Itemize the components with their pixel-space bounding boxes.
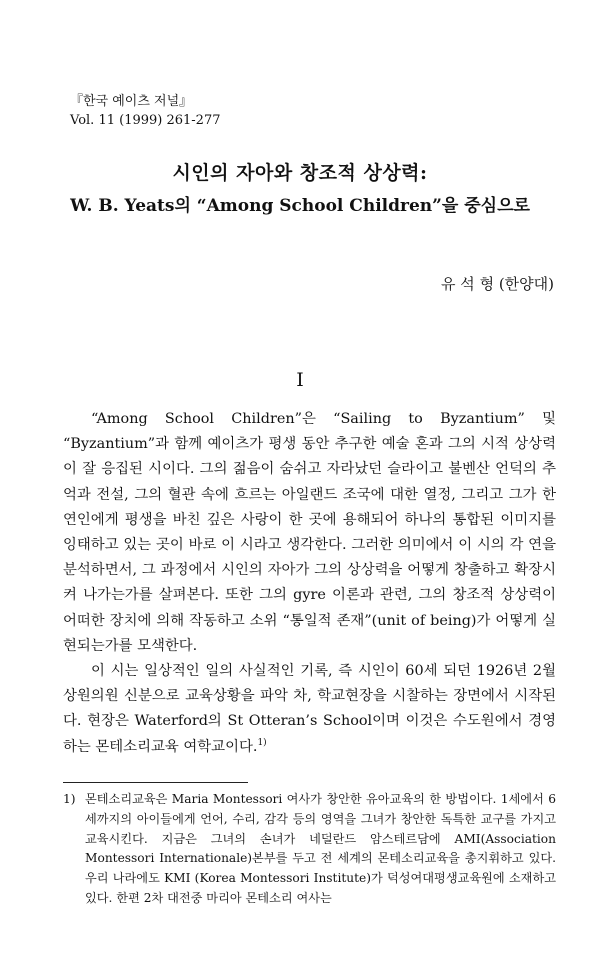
footnote-number: 1)	[63, 792, 76, 806]
paragraph-text: “Among School Children”은 “Sailing to Byzantium” 및 “Byzantium”과 함께 예이츠가 평생 동안 추구한 예술 혼과 그의 시적 상상력이 잘 응집된 시이다. 그의 젊음이 숨쉬고 자라났던 슬라이고 불벤산 언덕의 추억과 전설, 그의 혈관 속에 흐르는 아일랜드 조국에 대한 열정, 그리고 그가 한 연인에게 평생을 바친 깊은 사랑이 한 곳에 용해되어 하나의 통합된 이미지를 잉태하고 있는 곳이 바로 이 시라고 생각한다. 그러한 의미에서 이 시의 각 연을 분석하면서, 그 과정에서 시인의 자아가 그의 상상력을 어떻게 창출하고 확장시켜 나가는가를 살펴본다. 또한 그의 gyre 이론과 관련, 그의 창조적 상상력이 어떠한 장치에 의해 작동하고 소위 “통일적 존재”(unit of being)가 어떻게 실현되는가를 모색한다.	[63, 411, 556, 654]
footnote	[63, 790, 556, 909]
journal-volume: Vol. 11 (1999) 261-277	[70, 113, 221, 128]
paper-title: 시인의 자아와 창조적 상상력:	[172, 162, 428, 184]
paragraph	[63, 407, 556, 659]
footnote-divider	[63, 782, 248, 783]
body-text	[63, 407, 556, 760]
footnote-text: 몬테소리교육은 Maria Montessori 여사가 창안한 유아교육의 한 방법이다. 1세에서 6세까지의 아이들에게 언어, 수리, 감각 등의 영역을 그녀가 창안한 독특한 교구를 가지고 교육시킨다. 지금은 그녀의 손녀가 네덜란드 암스테르담에 AMI(Association Montessori Internationale)본부를 두고 전 세계의 몬테소리교육을 총지휘하고 있다. 우리 나라에도 KMI (Korea Montessori Institute)가 덕성여대평생교육원에 소재하고 있다. 한편 2차 대전중 마리아 몬테소리 여사는	[85, 792, 556, 905]
paragraph	[63, 659, 556, 760]
journal-header	[70, 92, 221, 130]
footnote-marker[interactable]: 1)	[257, 737, 267, 748]
author-line: 유 석 형 (한양대)	[441, 275, 554, 293]
paragraph-text: 이 시는 일상적인 일의 사실적인 기록, 즉 시인이 60세 되던 1926년 2월 상원의원 신분으로 교육상황을 파악 차, 학교현장을 시찰하는 장면에서 시작된다. 현장은 Waterford의 St Otteran’s School이며 이것은 수도원에서 경영하는 몬테소리교육 여학교이다.	[63, 663, 556, 755]
paper-subtitle: W. B. Yeats의 “Among School Children”을 중심으로	[70, 196, 530, 216]
section-heading: I	[296, 369, 304, 391]
journal-name: 『한국 예이츠 저널』	[70, 94, 193, 109]
